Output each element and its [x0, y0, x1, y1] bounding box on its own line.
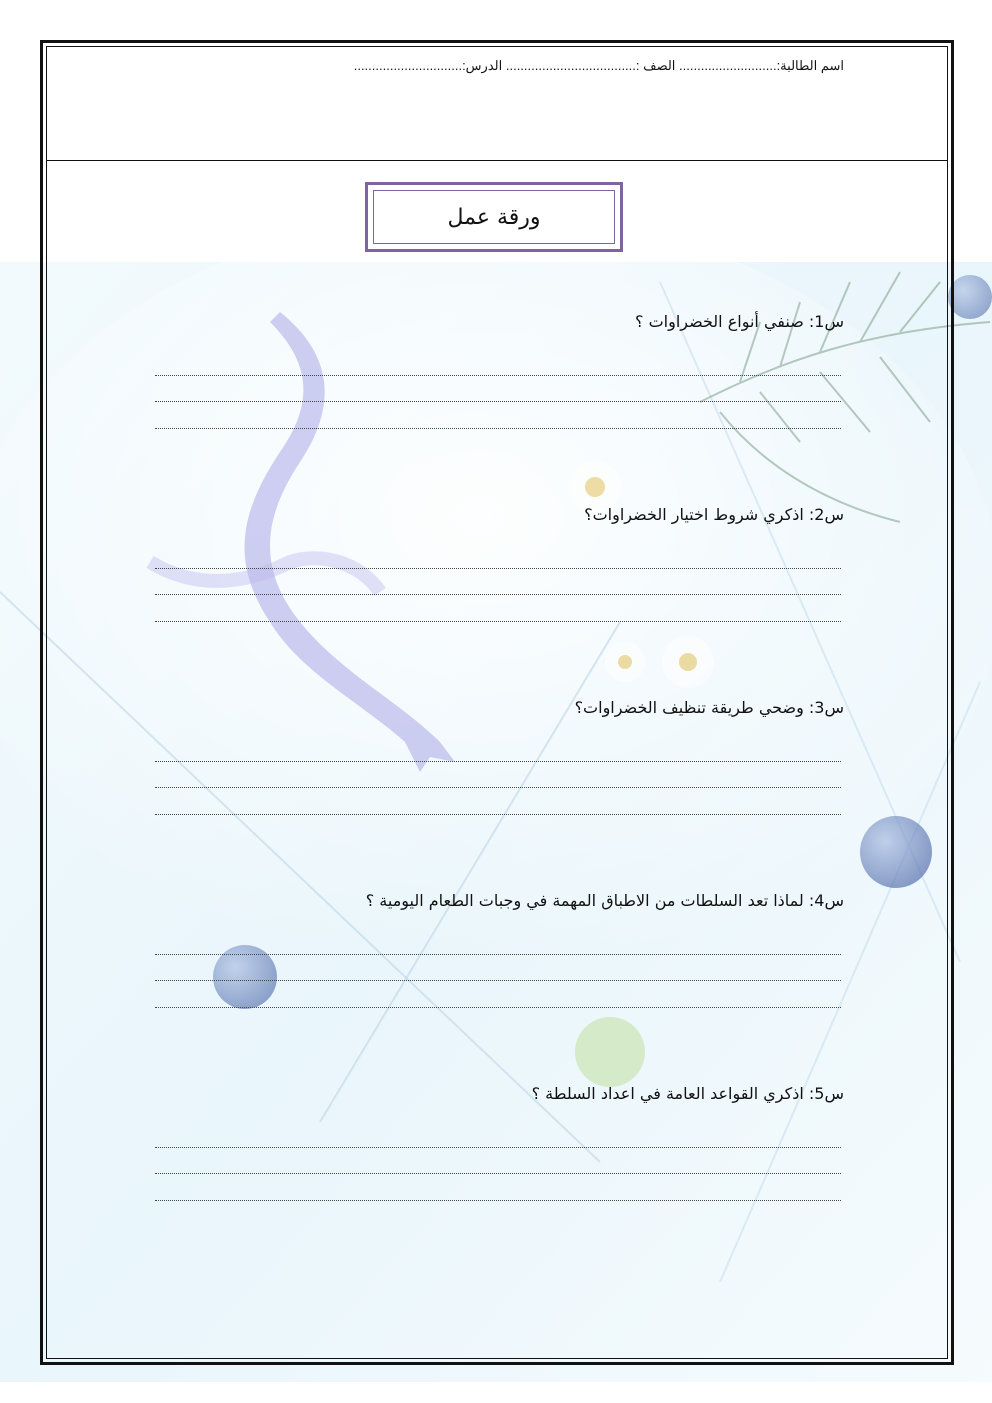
title-box — [365, 182, 623, 252]
question-3: س3: وضحي طريقة تنظيف الخضراوات؟ — [574, 698, 844, 717]
answer-line[interactable] — [155, 568, 841, 569]
answer-line[interactable] — [155, 1147, 841, 1148]
answer-line[interactable] — [155, 954, 841, 955]
answer-line[interactable] — [155, 401, 841, 402]
answer-line[interactable] — [155, 761, 841, 762]
answer-line[interactable] — [155, 621, 841, 622]
answer-line[interactable] — [155, 1007, 841, 1008]
answer-line[interactable] — [155, 375, 841, 376]
answer-line[interactable] — [155, 428, 841, 429]
answer-line[interactable] — [155, 1173, 841, 1174]
question-5: س5: اذكري القواعد العامة في اعداد السلطة ؟ — [531, 1084, 844, 1103]
lesson-field[interactable]: الدرس:.............................. — [353, 58, 503, 73]
question-1: س1: صنفي أنواع الخضراوات ؟ — [635, 312, 844, 331]
answer-line[interactable] — [155, 787, 841, 788]
title-box-inner — [373, 190, 615, 244]
student-info-header — [354, 58, 844, 74]
question-2: س2: اذكري شروط اختيار الخضراوات؟ — [584, 505, 844, 524]
answer-line[interactable] — [155, 814, 841, 815]
answer-line[interactable] — [155, 1200, 841, 1201]
worksheet-title: ورقة عمل — [447, 204, 541, 230]
question-4: س4: لماذا تعد السلطات من الاطباق المهمة في وجبات الطعام اليومية ؟ — [365, 891, 844, 910]
answer-line[interactable] — [155, 980, 841, 981]
answer-line[interactable] — [155, 594, 841, 595]
student-name-field[interactable]: اسم الطالبة:........................... — [679, 58, 844, 73]
class-field[interactable]: الصف :.................................... — [505, 58, 676, 73]
header-divider — [46, 160, 948, 161]
